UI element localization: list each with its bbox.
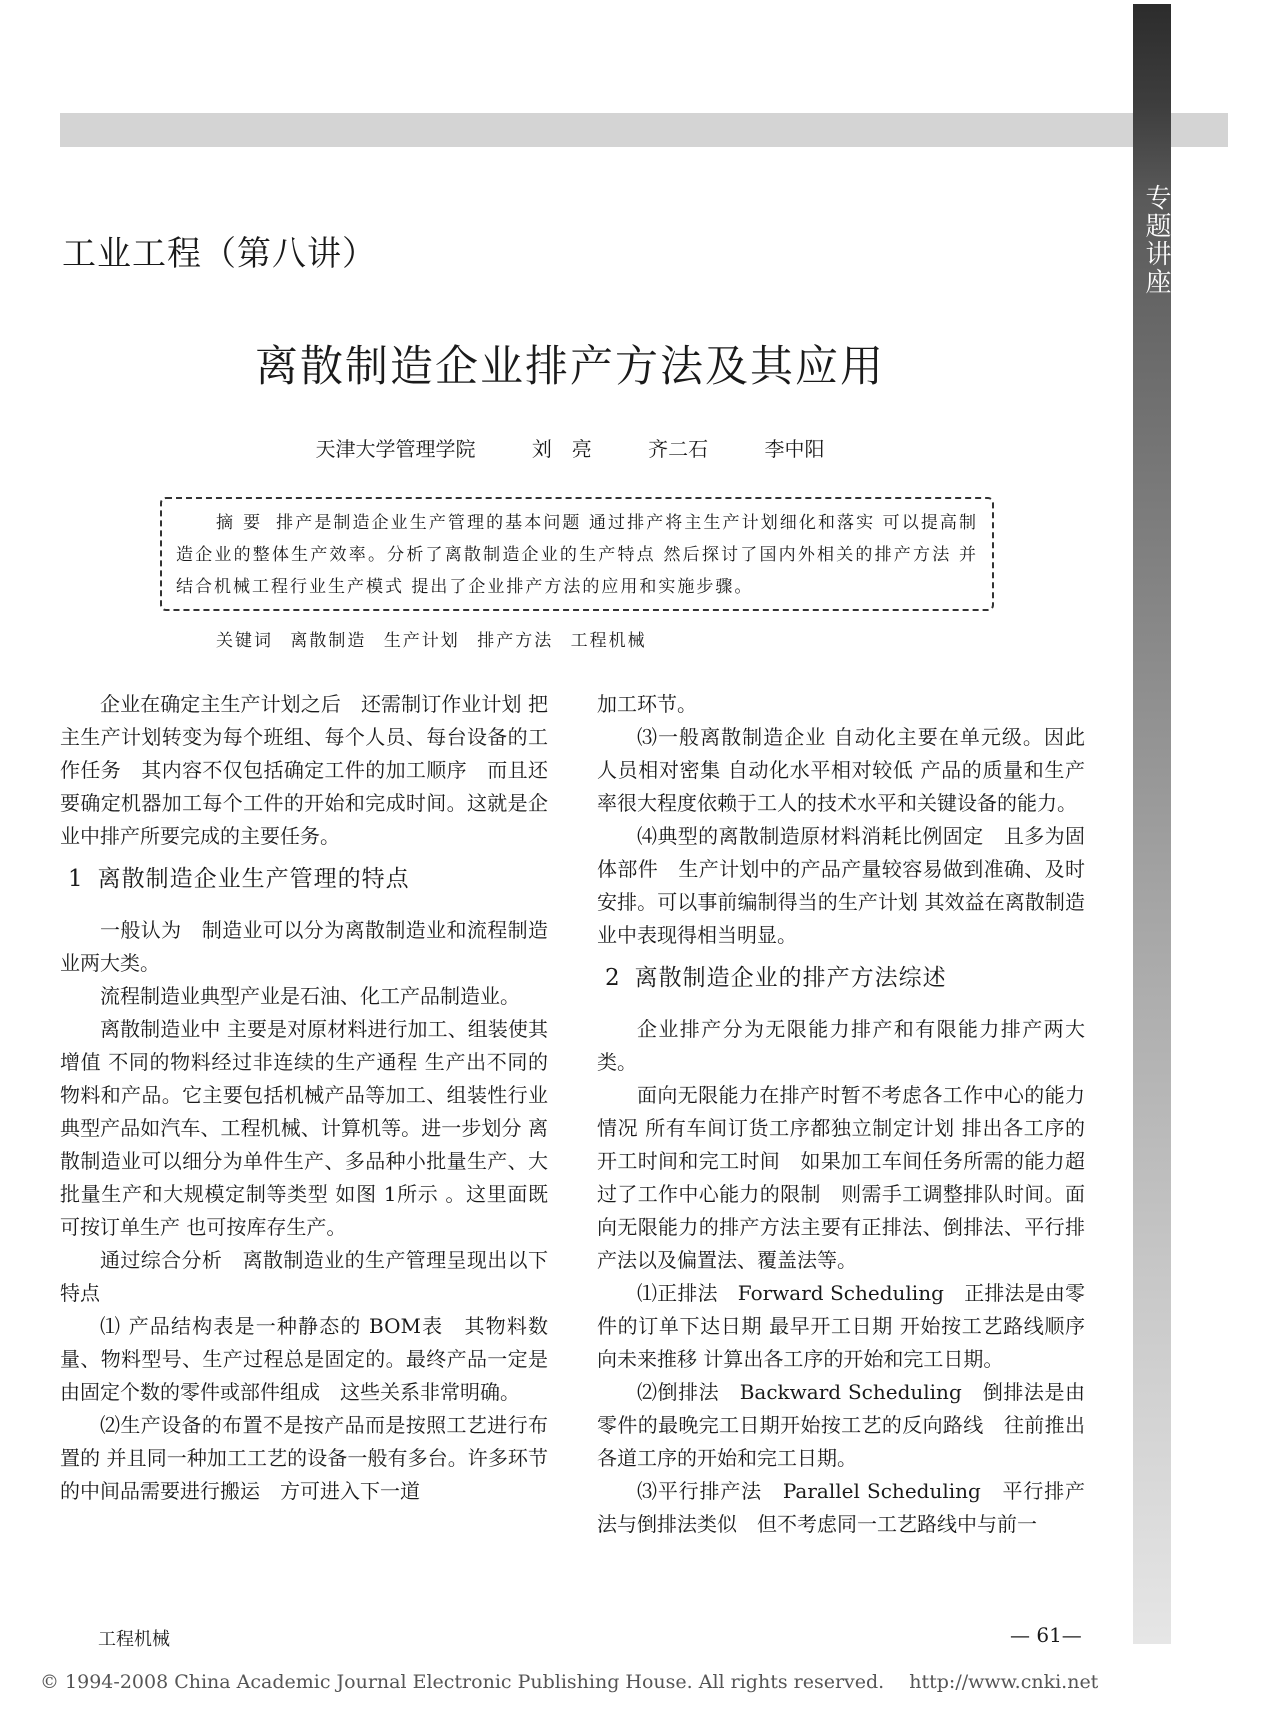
paragraph: 一般认为 制造业可以分为离散制造业和流程制造业两大类。 [60,918,548,975]
paragraph: ⑶一般离散制造企业 自动化主要在单元级。因此 人员相对密集 自动化水平相对较低 产品的质量和生产率很大程度依赖于工人的技术水平和关键设备的能力。 [597,725,1085,815]
copyright-notice: © 1994-2008 China Academic Journal Electronic Publishing House. All rights reserved. http://www.cnki.net [40,1671,1099,1693]
affiliation: 天津大学管理学院 [315,437,476,461]
paragraph: ⑵倒排法 Backward Scheduling 倒排法是由零件的最晚完工日期开始按工艺的反向路线 往前推出各道工序的开始和完工日期。 [597,1380,1085,1470]
author-line [0,433,1140,462]
keywords-label: 关键词 [216,631,273,651]
paragraph: ⑴ 产品结构表是一种静态的 BOM表 其物料数量、物料型号、生产过程总是固定的。最终产品一定是由固定个数的零件或部件组成 这些关系非常明确。 [60,1314,548,1404]
keywords [216,626,657,651]
author-name: 刘 亮 [531,437,592,461]
paragraph: ⑶平行排产法 Parallel Scheduling 平行排产法与倒排法类似 但不考虑同一工艺路线中与前一 [597,1479,1085,1536]
paragraph: 加工环节。 [597,692,697,716]
keyword: 排产方法 [477,631,554,651]
keyword: 离散制造 [290,631,367,651]
section-title: 离散制造企业生产管理的特点 [97,866,410,892]
abstract-box [160,497,994,611]
keyword: 工程机械 [570,631,647,651]
paragraph: 离散制造业中 主要是对原材料进行加工、组装使其增值 不同的物料经过非连续的生产通程 生产出不同的物料和产品。它主要包括机械产品等加工、组装性行业 典型产品如汽车、工程机械、计算机等。进一步划分 离散制造业可以细分为单件生产、多品种小批量生产、大批量生产和大规模定制等类型 如图 1所示 。这里面既可按订单生产 也可按库存生产。 [60,1017,548,1239]
section-heading [597,962,1085,995]
section-title: 离散制造企业的排产方法综述 [634,965,947,991]
side-tab [1133,4,1171,1644]
series-title: 工业工程（第八讲） [62,234,377,274]
paragraph: 企业在确定主生产计划之后 还需制订作业计划 把主生产计划转变为每个班组、每个人员、每台设备的工作任务 其内容不仅包括确定工件的加工顺序 而且还要确定机器加工每个工件的开始和完成时间。这就是企业中排产所要完成的主要任务。 [60,692,548,848]
left-column [60,688,548,1508]
abstract-label: 摘要 [216,513,271,533]
paragraph: 面向无限能力在排产时暂不考虑各工作中心的能力情况 所有车间订货工序都独立制定计划 排出各工序的开工时间和完工时间 如果加工车间任务所需的能力超过了工作中心能力的限制 则需手工调整排队时间。面向无限能力的排产方法主要有正排法、倒排法、平行排产法以及偏置法、覆盖法等。 [597,1083,1085,1272]
page-number: — 61— [1010,1623,1082,1647]
paragraph: 通过综合分析 离散制造业的生产管理呈现出以下特点 [60,1248,548,1305]
side-tab-label: 专题讲座 [1141,184,1171,296]
article-title: 离散制造企业排产方法及其应用 [255,342,885,392]
paragraph: 流程制造业典型产业是石油、化工产品制造业。 [100,984,520,1008]
journal-name: 工程机械 [98,1629,170,1650]
paragraph: ⑵生产设备的布置不是按产品而是按照工艺进行布置的 并且同一种加工工艺的设备一般有多台。许多环节的中间品需要进行搬运 方可进入下一道 [60,1413,548,1503]
author-name: 齐二石 [648,437,709,461]
paragraph: ⑷典型的离散制造原材料消耗比例固定 且多为固体部件 生产计划中的产品产量较容易做到准确、及时安排。可以事前编制得当的生产计划 其效益在离散制造业中表现得相当明显。 [597,824,1085,947]
paragraph: 企业排产分为无限能力排产和有限能力排产两大类。 [597,1017,1085,1074]
section-heading [60,863,548,896]
abstract-text: 排产是制造企业生产管理的基本问题 通过排产将主生产计划细化和落实 可以提高制造企业的整体生产效率。分析了离散制造企业的生产特点 然后探讨了国内外相关的排产方法 并结合机械工程行业生产模式 提出了企业排产方法的应用和实施步骤。 [176,513,979,597]
section-number: 1 [68,866,84,892]
section-number: 2 [605,965,621,991]
paragraph: ⑴正排法 Forward Scheduling 正排法是由零件的订单下达日期 最早开工日期 开始按工艺路线顺序向未来推移 计算出各工序的开始和完工日期。 [597,1281,1085,1371]
keyword: 生产计划 [383,631,460,651]
author-name: 李中阳 [764,437,825,461]
header-bar [60,113,1228,147]
right-column [597,688,1085,1541]
